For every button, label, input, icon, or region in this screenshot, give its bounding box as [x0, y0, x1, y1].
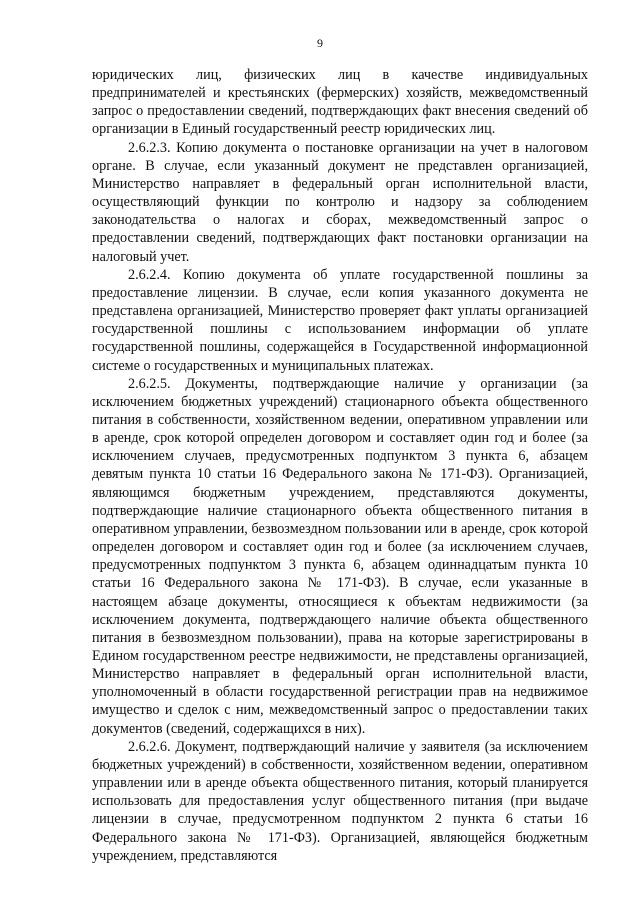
- paragraph-2-6-2-3: 2.6.2.3. Копию документа о постановке организации на учет в налоговом органе. В случае, если указанный документ не представлен организацией, Министерство направляет в федеральный орган исполнительной власти, осуществляющий функции по контролю и надзору за соблюдением законодательства о налогах и сборах, межведомственный запрос о предоставлении сведений, подтверждающих факт постановки организации на налоговый учет.: [92, 139, 588, 265]
- paragraph-2-6-2-5: 2.6.2.5. Документы, подтверждающие наличие у организации (за исключением бюджетных учреждений) стационарного объекта общественного питания в собственности, хозяйственном ведении, оперативном управлении или в аренде, срок которой определен договором и составляет один год и более (за исключением случаев, предусмотренных подпунктом 3 пункта 6, абзацем девятым пункта 10 статьи 16 Федерального закона № 171-ФЗ). Организацией, являющимся бюджетным учреждением, представляются документы, подтверждающие наличие стационарного объекта общественного питания в оперативном управлении, безвозмездном пользовании или в аренде, срок которой определен договором и составляет один год и более (за исключением случаев, предусмотренных подпунктом 3 пункта 6, абзацем одиннадцатым пункта 10 статьи 16 Федерального закона № 171-ФЗ). В случае, если указанные в настоящем абзаце документы, относящиеся к объектам недвижимости (за исключением документа, подтверждающего наличие объекта общественного питания в безвозмездном пользовании), права на которые зарегистрированы в Едином государственном реестре недвижимости, не представлены организацией, Министерство направляет в федеральный орган исполнительной власти, уполномоченный в области государственной регистрации прав на недвижимое имущество и сделок с ним, межведомственный запрос о предоставлении таких документов (сведений, содержащихся в них).: [92, 375, 588, 737]
- paragraph-2-6-2-4: 2.6.2.4. Копию документа об уплате государственной пошлины за предоставление лицензии. В случае, если копия указанного документа не представлена организацией, Министерство проверяет факт уплаты организацией государственной пошлины с использованием информации об уплате государственной пошлины, содержащейся в Государственной информационной системе о государственных и муниципальных платежах.: [92, 266, 588, 374]
- document-body: [92, 66, 588, 865]
- paragraph-2-6-2-6: 2.6.2.6. Документ, подтверждающий наличие у заявителя (за исключением бюджетных учреждений) в собственности, хозяйственном ведении, оперативном управлении или в аренде объекта общественного питания, который планируется использовать для предоставления услуг общественного питания (при выдаче лицензии в случае, предусмотренном подпунктом 2 пункта 6 статьи 16 Федерального закона № 171-ФЗ). Организацией, являющейся бюджетным учреждением, представляются: [92, 738, 588, 864]
- paragraph-continuation: юридических лиц, физических лиц в качестве индивидуальных предпринимателей и крестьянских (фермерских) хозяйств, межведомственный запрос о предоставлении сведений, подтверждающих факт внесения сведений об организации в Единый государственный реестр юридических лиц.: [92, 67, 588, 138]
- page-number: 9: [317, 36, 323, 50]
